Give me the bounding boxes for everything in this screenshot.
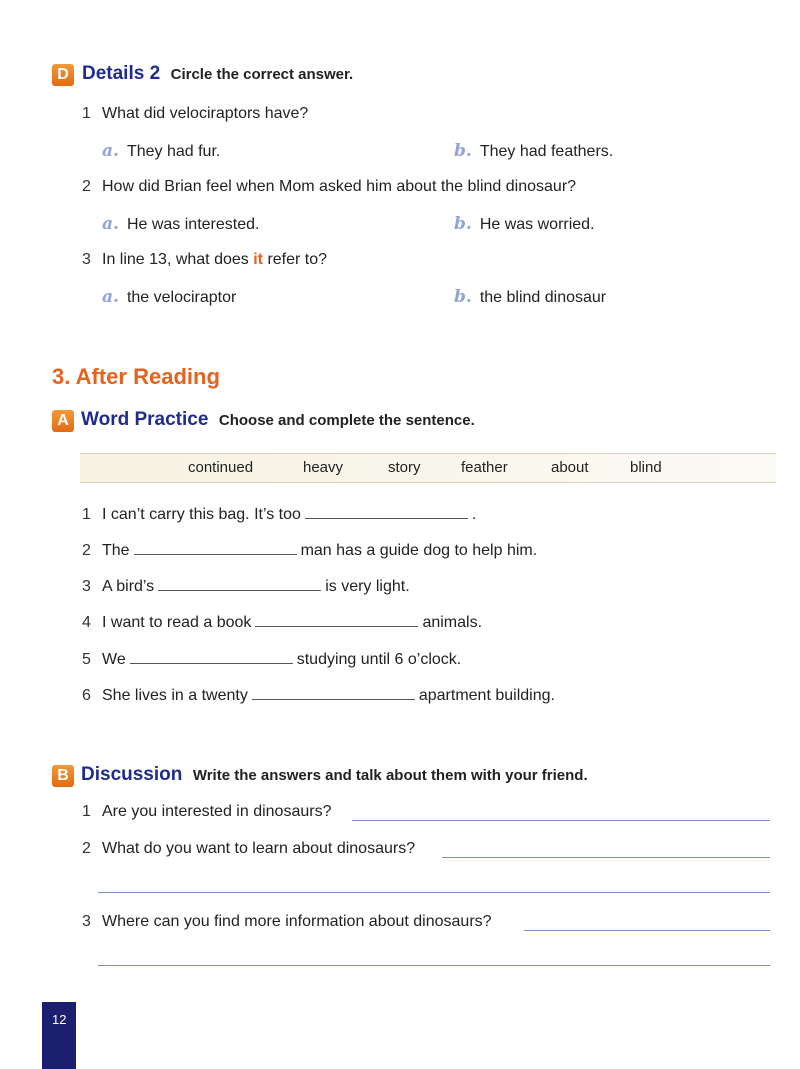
option-letter: a. [102, 214, 119, 234]
answer-line[interactable] [442, 857, 770, 858]
option-letter: a. [102, 287, 119, 307]
section-badge-d: D [52, 64, 74, 86]
answer-line[interactable] [98, 892, 770, 893]
word-practice-sentence-1 [82, 504, 476, 524]
question-number: 3 [82, 251, 91, 268]
word-practice-title: Word Practice [81, 409, 209, 430]
fill-in-blank[interactable] [130, 649, 293, 664]
question-text: What do you want to learn about dinosaurs? [102, 840, 416, 857]
fill-in-blank[interactable] [134, 540, 297, 555]
sentence-start: The [102, 542, 130, 559]
question-number: 3 [82, 913, 91, 930]
answer-line[interactable] [98, 965, 770, 966]
details2-title: Details 2 [82, 63, 161, 84]
word-bank-item[interactable]: feather [461, 459, 508, 476]
option-letter: b. [454, 214, 472, 234]
fill-in-blank[interactable] [255, 612, 418, 627]
question-number: 2 [82, 840, 91, 857]
fill-in-blank[interactable] [305, 504, 468, 519]
option-text: the blind dinosaur [479, 289, 607, 306]
sentence-end: animals. [422, 614, 483, 631]
sentence-end: . [471, 506, 477, 523]
sentence-start: We [102, 651, 126, 668]
answer-line[interactable] [352, 820, 770, 821]
word-practice-sentence-2 [82, 540, 537, 560]
details2-heading [82, 63, 353, 85]
sentence-end: apartment building. [418, 687, 555, 704]
answer-option-1a[interactable] [102, 141, 220, 161]
discussion-title: Discussion [81, 764, 183, 785]
word-practice-instruction: Choose and complete the sentence. [218, 412, 475, 429]
question-text: In line 13, what does [102, 251, 254, 268]
discussion-instruction: Write the answers and talk about them with your friend. [192, 767, 588, 784]
discussion-question-3 [82, 913, 492, 931]
word-practice-sentence-3 [82, 576, 410, 596]
word-bank-item[interactable]: continued [188, 459, 254, 476]
sentence-number: 3 [82, 578, 91, 595]
option-text: They had fur. [126, 143, 221, 160]
fill-in-blank[interactable] [252, 685, 415, 700]
word-bank-item[interactable]: story [388, 459, 421, 476]
highlighted-word: it [253, 251, 263, 268]
question-text: What did velociraptors have? [102, 105, 309, 122]
option-letter: b. [454, 141, 472, 161]
sentence-number: 1 [82, 506, 91, 523]
sentence-start: She lives in a twenty [102, 687, 248, 704]
details2-question-3 [82, 251, 327, 269]
sentence-number: 2 [82, 542, 91, 559]
word-bank [80, 453, 776, 483]
word-bank-item[interactable]: blind [630, 459, 662, 476]
word-bank-item[interactable]: about [551, 459, 589, 476]
discussion-heading [81, 764, 588, 786]
sentence-number: 5 [82, 651, 91, 668]
option-letter: a. [102, 141, 119, 161]
sentence-start: A bird’s [102, 578, 155, 595]
option-text: He was interested. [126, 216, 260, 233]
discussion-question-1 [82, 803, 331, 821]
option-letter: b. [454, 287, 472, 307]
word-practice-sentence-4 [82, 612, 482, 632]
discussion-question-2 [82, 840, 415, 858]
sentence-end: man has a guide dog to help him. [300, 542, 538, 559]
word-practice-heading [81, 409, 475, 431]
page-number: 12 [52, 1012, 67, 1027]
sentence-number: 4 [82, 614, 91, 631]
after-reading-title: 3. After Reading [52, 364, 220, 389]
sentence-number: 6 [82, 687, 91, 704]
answer-option-3b[interactable] [454, 287, 606, 307]
answer-option-2b[interactable] [454, 214, 595, 234]
section-badge-a: A [52, 410, 74, 432]
answer-option-2a[interactable] [102, 214, 259, 234]
details2-instruction: Circle the correct answer. [170, 66, 354, 83]
answer-line[interactable] [524, 930, 770, 931]
sentence-end: studying until 6 o’clock. [296, 651, 462, 668]
question-text-end: refer to? [263, 251, 328, 268]
question-text: How did Brian feel when Mom asked him about the blind dinosaur? [102, 178, 577, 195]
question-number: 1 [82, 803, 91, 820]
word-practice-sentence-5 [82, 649, 461, 669]
answer-option-1b[interactable] [454, 141, 613, 161]
sentence-start: I can’t carry this bag. It’s too [102, 506, 301, 523]
sentence-end: is very light. [325, 578, 410, 595]
option-text: He was worried. [479, 216, 595, 233]
question-number: 1 [82, 105, 91, 122]
option-text: the velociraptor [126, 289, 237, 306]
question-text: Are you interested in dinosaurs? [102, 803, 332, 820]
sentence-start: I want to read a book [102, 614, 252, 631]
option-text: They had feathers. [479, 143, 614, 160]
word-practice-sentence-6 [82, 685, 555, 705]
section-badge-b: B [52, 765, 74, 787]
question-text: Where can you find more information about dinosaurs? [102, 913, 492, 930]
answer-option-3a[interactable] [102, 287, 236, 307]
fill-in-blank[interactable] [158, 576, 321, 591]
details2-question-1 [82, 105, 308, 123]
word-bank-item[interactable]: heavy [303, 459, 344, 476]
question-number: 2 [82, 178, 91, 195]
details2-question-2 [82, 178, 576, 196]
